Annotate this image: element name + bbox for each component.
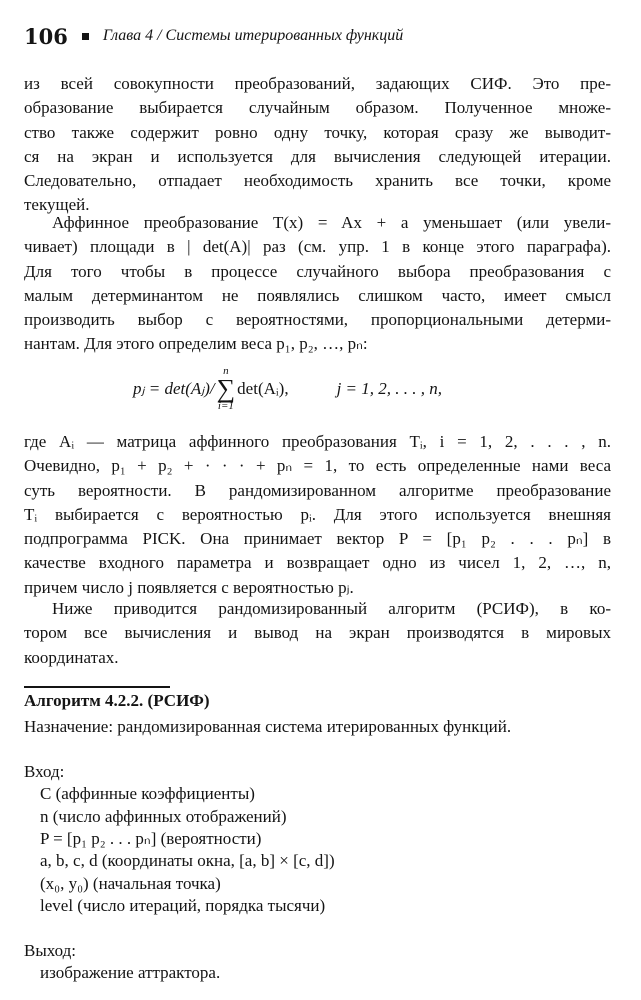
text-line: Для того чтобы в процессе случайного выбора преобразования с — [24, 261, 611, 281]
text-line: тором все вычисления и вывод на экран производятся в мировых — [24, 623, 611, 643]
text-line: суть вероятности. В рандомизированном алгоритме преобразование — [24, 480, 611, 500]
algorithm-divider — [24, 686, 170, 688]
text-line: подпрограмма PICK. Она принимает вектор P = [p₁ p₂ . . . pₙ] в — [24, 529, 611, 549]
formula-index-range: j = 1, 2, . . . , n, — [336, 379, 443, 398]
text-line: Очевидно, p₁ + p₂ + · · · + pₙ = 1, то есть определенные нами веса — [24, 456, 611, 476]
sum-upper-limit: n — [223, 364, 229, 377]
sum-sign-icon: ∑ — [216, 373, 236, 403]
text-line: ство также содержит ровно одну точку, которая сразу же выводит- — [24, 122, 611, 142]
text-line: Аффинное преобразование T(x) = Ax + a уменьшает (или увели- — [52, 213, 611, 232]
paragraph-3 — [24, 430, 611, 600]
input-item: C (аффинные коэффициенты) — [40, 784, 255, 804]
page-number: 106 — [24, 23, 68, 49]
paragraph-4 — [24, 597, 611, 670]
input-item: P = [p₁ p₂ . . . pₙ] (вероятности) — [40, 828, 262, 848]
text-line: качестве входного параметра и возвращает одно из чисел 1, 2, …, n, — [24, 553, 611, 573]
weights-formula — [133, 363, 442, 415]
header-bullet-icon — [82, 33, 89, 40]
algorithm-purpose: Назначение: рандомизированная система итерированных функций. — [24, 717, 512, 736]
page-header — [24, 16, 624, 56]
paragraph-2 — [24, 211, 611, 357]
output-item: изображение аттрактора. — [40, 963, 221, 983]
text-line: Следовательно, отпадает необходимость хранить все точки, кроме — [24, 171, 611, 191]
text-line: текущей. — [24, 195, 90, 215]
algorithm-body — [24, 716, 511, 985]
text-line: ся на экран и используется для вычисления следующей итерации. — [24, 146, 611, 166]
output-label: Выход: — [24, 940, 76, 960]
text-line: из всей совокупности преобразований, задающих СИФ. Это пре- — [24, 74, 611, 93]
summation — [217, 366, 236, 413]
text-line: причем число j появляется с вероятностью pⱼ. — [24, 577, 354, 597]
text-line: производить выбор с вероятностями, пропорциональными детерми- — [24, 310, 611, 330]
text-line: чивает) площади в | det(A)| раз (см. упр. 1 в конце этого параграфа). — [24, 237, 611, 257]
input-label: Вход: — [24, 761, 65, 781]
spacer — [24, 918, 511, 940]
input-item: n (число аффинных отображений) — [40, 806, 287, 826]
formula-rhs: det(Aᵢ), — [237, 379, 289, 398]
text-line: координатах. — [24, 647, 119, 667]
text-line: Tᵢ выбирается с вероятностью pᵢ. Для этого используется внешняя — [24, 504, 611, 524]
formula-lhs: pⱼ = det(Aⱼ)/ — [133, 379, 215, 398]
input-item: a, b, c, d (координаты окна, [a, b] × [c, d]) — [40, 851, 335, 871]
input-item: (x₀, y₀) (начальная точка) — [40, 873, 221, 893]
algorithm-title: Алгоритм 4.2.2. (РСИФ) — [24, 691, 210, 710]
running-title: Глава 4 / Системы итерированных функций — [102, 27, 404, 44]
sum-lower-limit: i=1 — [217, 400, 234, 413]
text-line: нантам. Для этого определим веса p₁, p₂, …, pₙ: — [24, 334, 368, 354]
spacer — [24, 738, 511, 760]
input-item: level (число итераций, порядка тысячи) — [40, 896, 326, 916]
text-line: где Aᵢ — матрица аффинного преобразования Tᵢ, i = 1, 2, . . . , n. — [24, 432, 611, 451]
paragraph-1 — [24, 72, 611, 218]
text-line: образование выбирается случайным образом. Полученное множе- — [24, 98, 611, 118]
text-line: Ниже приводится рандомизированный алгоритм (РСИФ), в ко- — [52, 599, 611, 618]
text-line: малым детерминантом не появлялись слишком часто, имеет смысл — [24, 285, 611, 305]
